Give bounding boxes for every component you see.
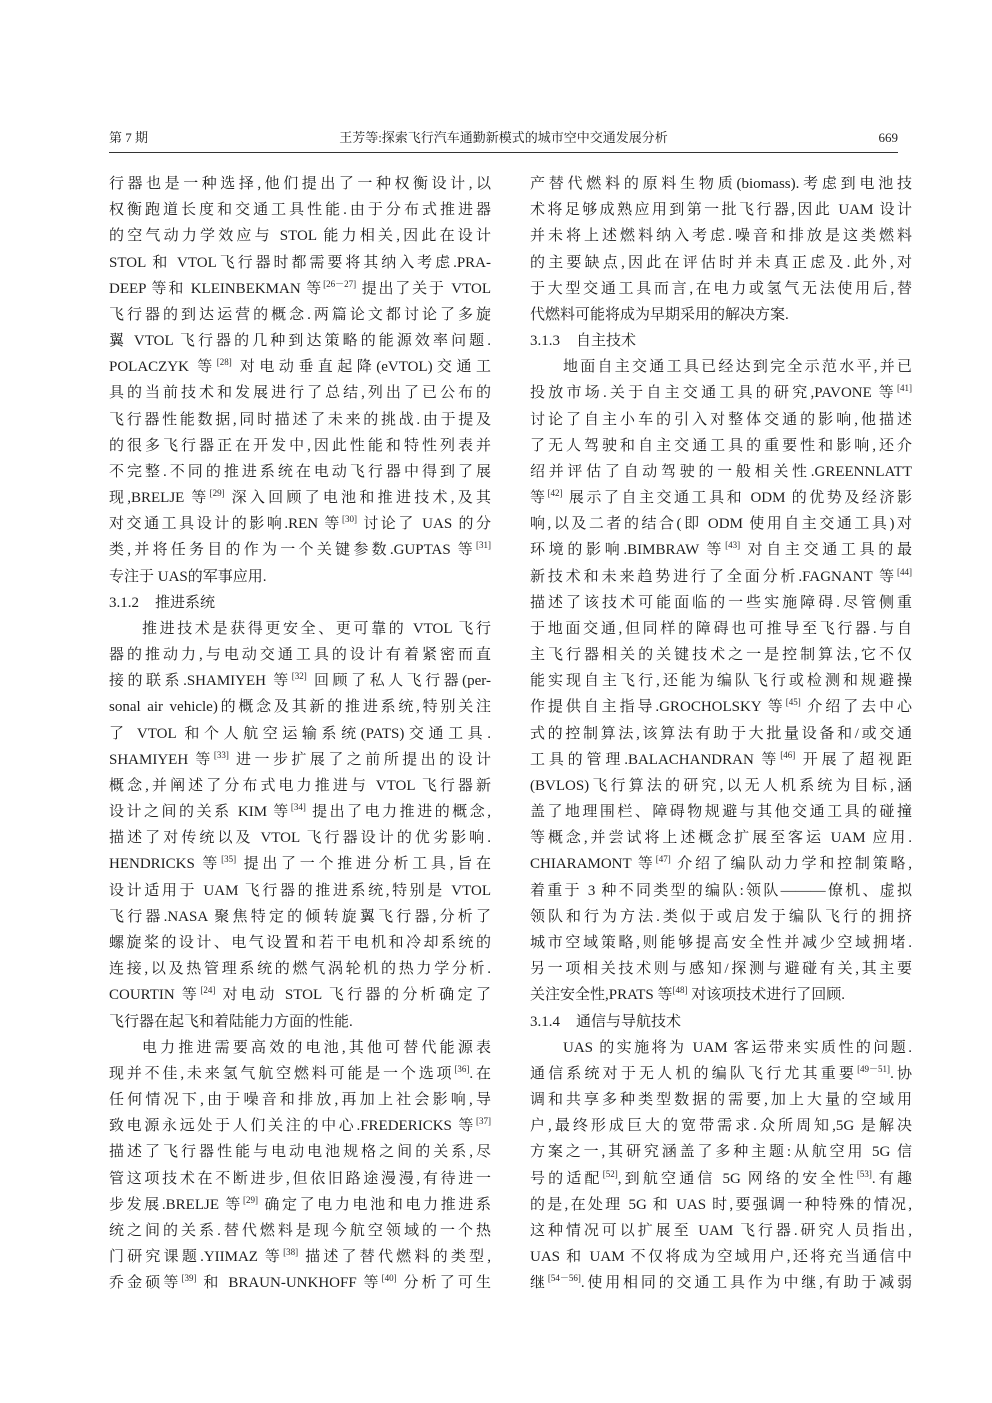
text-line (530, 851, 912, 877)
text-line: 式的控制算法,该算法有助于大批量设备和/或交通 (530, 725, 912, 742)
text-line: UAS 和 UAM 不仅将成为空域用户,还将充当通信中 (530, 1249, 912, 1266)
section-number: 3.1.3 (530, 333, 560, 350)
text-run: 开展了超视距 (795, 751, 912, 768)
text-line (109, 1113, 491, 1139)
citation-ref: [48] (672, 985, 688, 996)
text-line: 于大型交通工具而言,在电力或氢气无法使用后,替 (530, 280, 912, 297)
text-run: 新技术和未来趋势进行了全面分析.FAGNANT 等 (530, 568, 897, 585)
text-run: 提出了关于 VTOL (356, 280, 491, 297)
text-line: 权衡跑道长度和交通工具性能.由于分布式推进器 (109, 202, 491, 219)
text-line: 户,最终形成巨大的宽带需求.众所周知,5G 是解决 (530, 1118, 912, 1135)
citation-ref: [40] (381, 1273, 397, 1284)
text-line (530, 694, 912, 720)
text-line (109, 485, 491, 511)
citation-ref: [26－27] (323, 278, 357, 289)
text-run: 工具的管理.BALACHANDRAN 等 (530, 751, 781, 768)
text-line: 的很多飞行器正在开发中,因此性能和特性列表并 (109, 437, 491, 454)
section-number: 3.1.4 (530, 1013, 560, 1030)
text-run: 讨论了 UAS 的分 (356, 516, 491, 533)
text-line (109, 1244, 491, 1270)
text-run: 关注安全性,PRATS 等 (530, 987, 673, 1004)
citation-ref: [33] (213, 749, 229, 760)
header-rule (109, 152, 898, 153)
citation-ref: [35] (221, 854, 237, 865)
text-run: 分析了可生 (396, 1275, 491, 1292)
text-line: 的是,在处理 5G 和 UAS 时,要强调一种特殊的情况, (530, 1196, 912, 1213)
paragraph (530, 1035, 912, 1297)
citation-ref: [34] (290, 802, 306, 813)
text-line (530, 1270, 912, 1296)
text-line: 统之间的关系.替代燃料是现今航空领域的一个热 (109, 1222, 491, 1239)
text-line (109, 354, 491, 380)
section-heading (530, 328, 912, 354)
text-line: 城市空域策略,则能够提高安全性并减少空域拥堵. (530, 934, 912, 951)
citation-ref: [44] (897, 566, 912, 577)
citation-ref: [24] (200, 985, 216, 996)
text-line: 盖了地理围栏、障碍物规避与其他交通工具的碰撞 (530, 804, 912, 821)
citation-ref: [46] (780, 749, 796, 760)
text-run: 致电源永远处于人们关注的中心.FREDERICKS 等 (109, 1118, 476, 1135)
text-run: 乔金硕等 (109, 1275, 182, 1292)
text-line (530, 1061, 912, 1087)
text-run: 确定了电力电池和电力推进系 (258, 1196, 491, 1213)
text-line (530, 564, 912, 590)
text-line: 代燃料可能将成为早期采用的解决方案. (530, 306, 789, 323)
citation-ref: [49－51] (857, 1063, 891, 1074)
text-line: 等概念,并尝试将上述概念扩展至客运 UAM 应用. (530, 830, 912, 847)
text-line: 地面自主交通工具已经达到完全示范水平,并已 (563, 359, 912, 376)
citation-ref: [36] (454, 1063, 470, 1074)
text-line: 翼 VTOL 飞行器的几种到达策略的能源效率问题. (109, 333, 491, 350)
citation-ref: [29] (209, 488, 225, 499)
text-line: 行器也是一种选择,他们提出了一种权衡设计,以 (109, 176, 491, 192)
paragraph (530, 354, 912, 1008)
section-number: 3.1.2 (109, 594, 139, 611)
text-line: 飞行器的到达运营的概念.两篇论文都讨论了多旋 (109, 306, 491, 323)
page-number: 669 (878, 130, 898, 145)
text-run: 对电动垂直起降(eVTOL)交通工 (231, 359, 491, 376)
text-line: 讨论了自主小车的引入对整体交通的影响,他描述 (530, 411, 912, 428)
text-line: 于地面交通,但同样的障碍也可推导至飞行器.与自 (530, 620, 912, 637)
text-line: 方案之一,其研究涵盖了多种主题:从航空用 5G 信 (530, 1144, 912, 1161)
right-column (530, 171, 912, 1296)
text-line: 电力推进需要高效的电池,其他可替代能源表 (142, 1039, 491, 1056)
text-line: sonal air vehicle)的概念及其新的推进系统,特别关注 (109, 699, 491, 716)
text-run: .协 (890, 1065, 912, 1082)
text-run: HENDRICKS 等 (109, 856, 222, 873)
citation-ref: [54－56] (547, 1273, 581, 1284)
text-run: 回顾了私人飞行器(per- (306, 673, 491, 690)
text-run: 投放市场.关于自主交通工具的研究,PAVONE 等 (530, 385, 897, 402)
text-line: 飞行器在起飞和着陆能力方面的性能. (109, 1013, 353, 1030)
text-run: 作提供自主指导.GROCHOLSKY 等 (530, 699, 786, 716)
text-line: UAS 的实施将为 UAM 客运带来实质性的问题. (563, 1039, 912, 1056)
text-run: 深入回顾了电池和推进技术,及其 (224, 490, 491, 507)
citation-ref: [43] (725, 540, 741, 551)
text-run: 介绍了编队动力学和控制策略, (670, 856, 912, 873)
text-run: 号的适配 (530, 1170, 603, 1187)
citation-ref: [53] (856, 1168, 872, 1179)
citation-ref: [41] (897, 383, 912, 394)
text-line: 描述了飞行器性能与电动电池规格之间的关系,尽 (109, 1144, 491, 1161)
text-run: 对交通工具设计的影响.REN 等 (109, 516, 342, 533)
running-header (109, 129, 898, 147)
text-line: 具的当前技术和发展进行了总结,列出了已公布的 (109, 385, 491, 402)
text-line: 连接,以及热管理系统的燃气涡轮机的热力学分析. (109, 961, 491, 978)
citation-ref: [47] (655, 854, 671, 865)
text-line: 专注于 UAS的军事应用. (109, 568, 267, 585)
citation-ref: [37] (476, 1116, 491, 1127)
text-line (109, 851, 491, 877)
text-line (530, 380, 912, 406)
text-line (109, 276, 491, 302)
text-line: 管这项技术在不断进步,但依旧路途漫漫,有待进一 (109, 1170, 491, 1187)
text-line (530, 1166, 912, 1192)
text-line: 领队和行为方法.类似于或启发于编队飞行的拥挤 (530, 908, 912, 925)
citation-ref: [28] (216, 357, 232, 368)
text-line: 描述了该技术可能面临的一些实施障碍.尽管侧重 (530, 594, 912, 611)
section-title: 推进系统 (155, 594, 216, 611)
text-line: 设计适用于 UAM 飞行器的推进系统,特别是 VTOL (109, 882, 491, 899)
text-line: 概念,并阐述了分布式电力推进与 VTOL 飞行器新 (109, 777, 491, 794)
text-line: (BVLOS)飞行算法的研究,以无人机系统为目标,涵 (530, 777, 912, 794)
section-heading (530, 1009, 912, 1035)
citation-ref: [29] (243, 1194, 258, 1205)
text-line (109, 537, 491, 563)
text-run: .在 (469, 1065, 491, 1082)
text-line: 推进技术是获得更安全、更可靠的 VTOL 飞行 (142, 620, 491, 637)
text-run: 描述了替代燃料的类型, (298, 1249, 491, 1266)
text-run: 介绍了去中心 (800, 699, 912, 716)
text-line (530, 485, 912, 511)
citation-ref: [31] (476, 540, 491, 551)
text-run: 环境的影响.BIMBRAW 等 (530, 542, 726, 559)
text-line: 飞行器.NASA 聚焦特定的倾转旋翼飞行器,分析了 (109, 908, 491, 925)
paragraph (109, 171, 491, 590)
text-line: 主飞行器相关的关键技术之一是控制算法,它不仅 (530, 647, 912, 664)
text-run: ,到航空通信 5G 网络的安全性 (617, 1170, 857, 1187)
text-run: 进一步扩展了之前所提出的设计 (228, 751, 491, 768)
text-line: 不完整.不同的推进系统在电动飞行器中得到了展 (109, 463, 491, 480)
section-title: 通信与导航技术 (576, 1013, 682, 1030)
text-line (109, 747, 491, 773)
text-line (530, 747, 912, 773)
citation-ref: [45] (785, 697, 801, 708)
text-line: 螺旋桨的设计、电气设置和若干电机和冷却系统的 (109, 934, 491, 951)
text-line: 术将足够成熟应用到第一批飞行器,因此 UAM 设计 (530, 202, 912, 219)
text-line (109, 1192, 491, 1218)
paragraph (109, 1035, 491, 1297)
text-run: 提出了一个推进分析工具,旨在 (236, 856, 491, 873)
text-run: 接的联系.SHAMIYEH 等 (109, 673, 292, 690)
text-run: 对自主交通工具的最 (740, 542, 912, 559)
text-run: 继 (530, 1275, 548, 1292)
text-line (109, 1061, 491, 1087)
text-run: 门研究课题.YIIMAZ 等 (109, 1249, 284, 1266)
text-run: 展示了自主交通工具和 ODM 的优势及经济影 (562, 490, 912, 507)
journal-issue: 第 7 期 (109, 130, 149, 145)
text-line (109, 511, 491, 537)
text-run: 对电动 STOL 飞行器的分析确定了 (215, 987, 491, 1004)
running-title: 王芳等:探索飞行汽车通勤新模式的城市空中交通发展分析 (339, 130, 668, 145)
text-run: 对该项技术进行了回顾. (687, 987, 846, 1004)
text-line (530, 982, 912, 1008)
text-run: DEEP 等和 KLEINBEKMAN 等 (109, 280, 324, 297)
text-line: 调和共享多种类型数据的需要,加上大量的空域用 (530, 1092, 912, 1109)
citation-ref: [39] (181, 1273, 197, 1284)
text-run: 步发展.BRELJE 等 (109, 1196, 243, 1213)
text-line: STOL 和 VTOL飞行器时都需要将其纳入考虑.PRA- (109, 254, 491, 271)
section-heading (109, 590, 491, 616)
text-line: 绍并评估了自动驾驶的一般相关性.GREENNLATT (530, 463, 912, 480)
text-line: 飞行器性能数据,同时描述了未来的挑战.由于提及 (109, 411, 491, 428)
text-line: 描述了对传统以及 VTOL 飞行器设计的优劣影响. (109, 830, 491, 847)
text-run: 现并不佳,未来氢气航空燃料可能是一个选项 (109, 1065, 455, 1082)
citation-ref: [42] (547, 488, 563, 499)
text-run: COURTIN 等 (109, 987, 201, 1004)
text-run: 等 (530, 490, 548, 507)
paragraph (109, 616, 491, 1035)
text-run: 设计之间的关系 KIM 等 (109, 804, 291, 821)
citation-ref: [52] (602, 1168, 618, 1179)
text-run: SHAMIYEH 等 (109, 751, 214, 768)
text-run: 通信系统对于无人机的编队飞行尤其重要 (530, 1065, 858, 1082)
paragraph (530, 171, 912, 328)
text-run: 类,并将任务目的作为一个关键参数.GUPTAS 等 (109, 542, 476, 559)
text-line: 的空气动力学效应与 STOL 能力相关,因此在设计 (109, 228, 491, 245)
text-line: 的主要缺点,因此在评估时并未真正虑及.此外,对 (530, 254, 912, 271)
text-run: 和 BRAUN-UNKHOFF 等 (196, 1275, 382, 1292)
citation-ref: [32] (291, 671, 307, 682)
text-line: 任何情况下,由于噪音和排放,再加上社会影响,导 (109, 1092, 491, 1109)
text-line: 并未将上述燃料纳入考虑.噪音和排放是这类燃料 (530, 228, 912, 245)
citation-ref: [38] (283, 1247, 299, 1258)
text-line: 了 VTOL 和个人航空运输系统(PATS)交通工具. (109, 725, 491, 742)
text-run: .有趣 (871, 1170, 912, 1187)
text-line: 器的推动力,与电动交通工具的设计有着紧密而直 (109, 647, 491, 664)
text-line: 响,以及二者的结合(即 ODM 使用自主交通工具)对 (530, 516, 912, 533)
text-line (109, 668, 491, 694)
text-line (109, 982, 491, 1008)
text-run: .使用相同的交通工具作为中继,有助于减弱 (580, 1275, 912, 1292)
text-line: 了无人驾驶和自主交通工具的重要性和影响,还介 (530, 437, 912, 454)
text-run: 提出了电力推进的概念, (305, 804, 491, 821)
text-line: 着重于 3 种不同类型的编队:领队———僚机、虚拟 (530, 882, 912, 899)
left-column (109, 171, 491, 1296)
text-line (530, 537, 912, 563)
text-line (109, 799, 491, 825)
text-line (109, 1270, 491, 1296)
text-line: 产替代燃料的原料生物质(biomass).考虑到电池技 (530, 176, 912, 192)
section-title: 自主技术 (576, 333, 637, 350)
text-line: 另一项相关技术则与感知/探测与避碰有关,其主要 (530, 961, 912, 978)
citation-ref: [30] (341, 514, 357, 525)
text-line: 这种情况可以扩展至 UAM 飞行器.研究人员指出, (530, 1222, 912, 1239)
text-run: 现,BRELJE 等 (109, 490, 210, 507)
text-run: POLACZYK 等 (109, 359, 217, 376)
text-run: CHIARAMONT 等 (530, 856, 656, 873)
text-line: 能实现自主飞行,还能为编队飞行或检测和规避操 (530, 673, 912, 690)
